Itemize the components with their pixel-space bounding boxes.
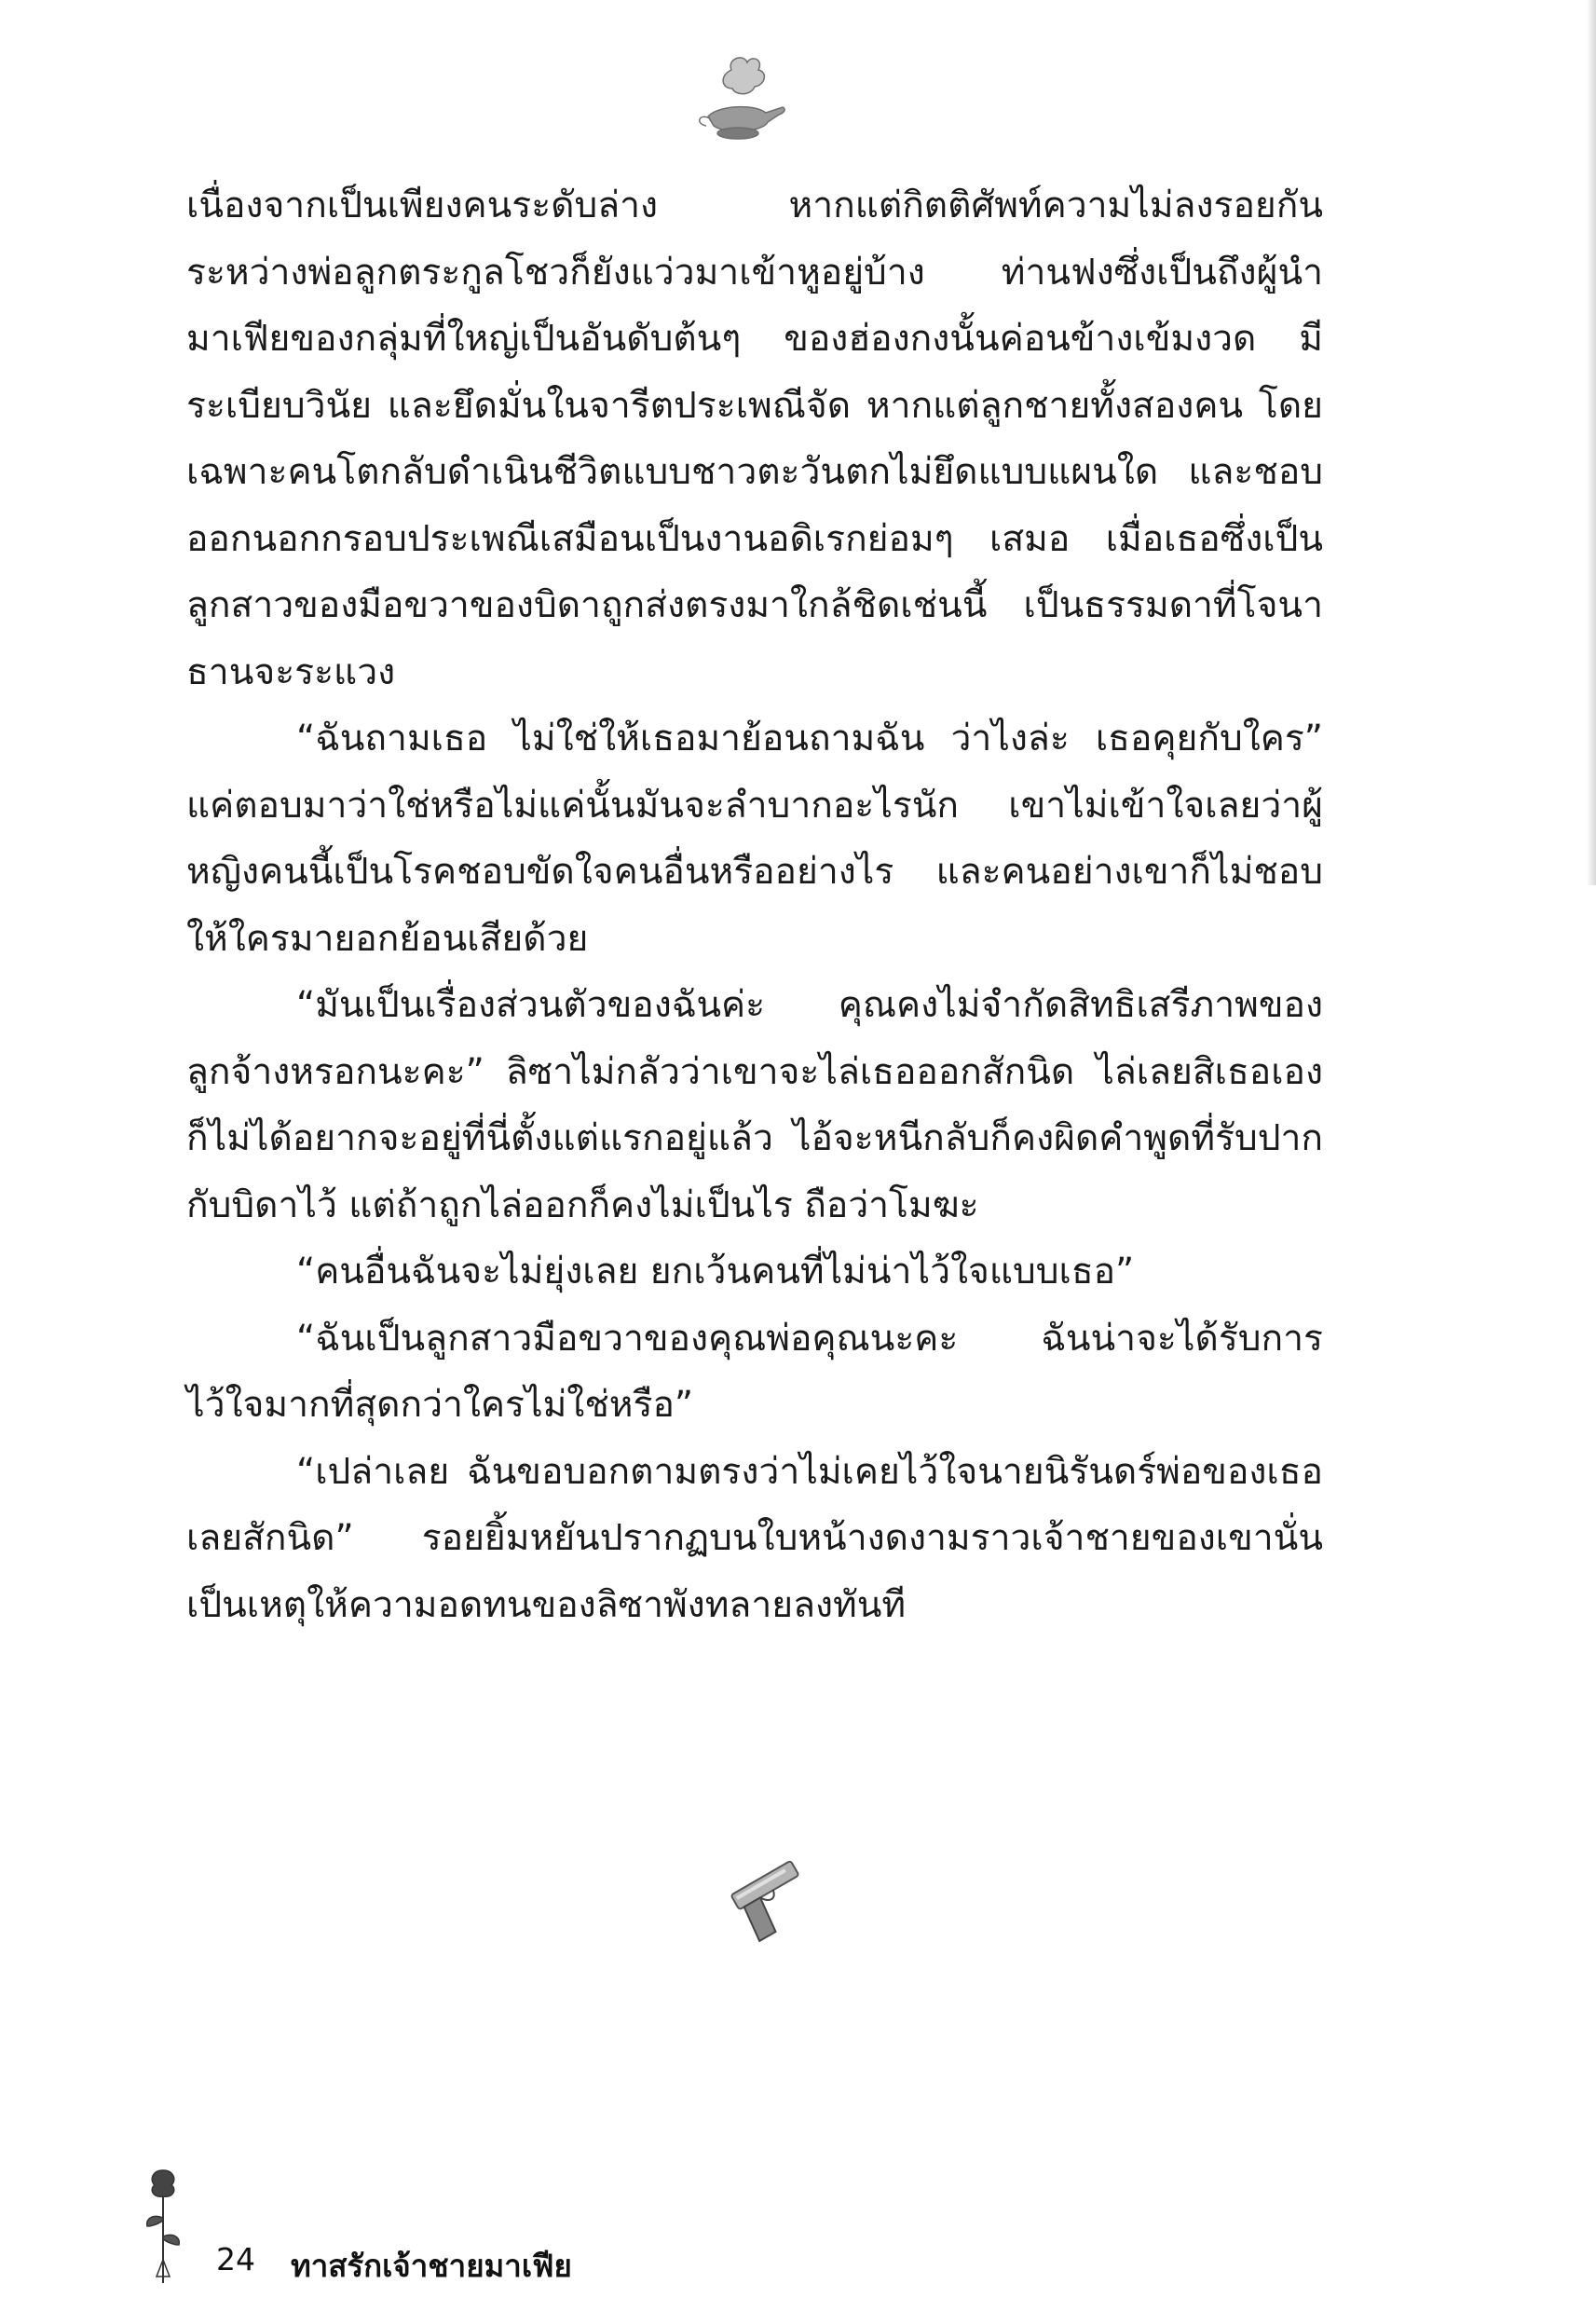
page-footer: [140, 2167, 699, 2288]
page-number: 24: [216, 2241, 255, 2277]
paragraph: “ฉันถามเธอ ไม่ใช่ให้เธอมาย้อนถามฉัน ว่าไงล่ะ เธอคุยกับใคร” แค่ตอบมาว่าใช่หรือไม่แค่นั้นมันจะลำบากอะไรนัก เขาไม่เข้าใจเลยว่าผู้หญิงคนนี้เป็นโรคชอบขัดใจคนอื่นหรืออย่างไร และคนอย่างเขาก็ไม่ชอบให้ใครมายอกย้อนเสียด้วย: [186, 718, 1323, 960]
book-title: ทาสรักเจ้าชายมาเฟีย: [291, 2248, 572, 2284]
paragraph: เนื่องจากเป็นเพียงคนระดับล่าง หากแต่กิตติศัพท์ความไม่ลงรอยกันระหว่างพ่อลูกตระกูลโชวก็ยังแว่วมาเข้าหูอยู่บ้าง ท่านฟงซึ่งเป็นถึงผู้นำมาเฟียของกลุ่มที่ใหญ่เป็นอันดับต้นๆ ของฮ่องกงนั้นค่อนข้างเข้มงวด มีระเบียบวินัย และยึดมั่นในจารีตประเพณีจัด หากแต่ลูกชายทั้งสองคน โดยเฉพาะคนโตกลับดำเนินชีวิตแบบชาวตะวันตกไม่ยึดแบบแผนใด และชอบออกนอกกรอบประเพณีเสมือนเป็นงานอดิเรกย่อมๆ เสมอ เมื่อเธอซึ่งเป็นลูกสาวของมือขวาของบิดาถูกส่งตรงมาใกล้ชิดเช่นนี้ เป็นธรรมดาที่โจนาธานจะระแวง: [186, 185, 1323, 693]
pistol-icon: [717, 1840, 820, 1943]
paragraph: “คนอื่นฉันจะไม่ยุ่งเลย ยกเว้นคนที่ไม่น่าไว้ใจแบบเธอ”: [296, 1251, 1135, 1292]
paragraph: “เปล่าเลย ฉันขอบอกตามตรงว่าไม่เคยไว้ใจนายนิรันดร์พ่อของเธอเลยสักนิด” รอยยิ้มหยันปรากฏบนใบหน้างดงามราวเจ้าชายของเขานั่นเป็นเหตุให้ความอดทนของลิซาพังทลายลงทันที: [186, 1450, 1323, 1626]
paragraph: “มันเป็นเรื่องส่วนตัวของฉันค่ะ คุณคงไม่จำกัดสิทธิเสรีภาพของลูกจ้างหรอกนะคะ” ลิซาไม่กลัวว่าเขาจะไล่เธอออกสักนิด ไล่เลยสิเธอเองก็ไม่ได้อยากจะอยู่ที่นี่ตั้งแต่แรกอยู่แล้ว ไอ้จะหนีกลับก็คงผิดคำพูดที่รับปากกับบิดาไว้ แต่ถ้าถูกไล่ออกก็คงไม่เป็นไร ถือว่าโมฆะ: [186, 984, 1323, 1226]
paragraph: “ฉันเป็นลูกสาวมือขวาของคุณพ่อคุณนะคะ ฉันน่าจะได้รับการไว้ใจมากที่สุดกว่าใครไม่ใช่หรือ”: [186, 1317, 1323, 1426]
chapter-body-text: [186, 172, 1323, 1638]
magic-lamp-icon: [689, 51, 792, 154]
rose-icon: [140, 2167, 186, 2288]
page-edge-shadow: [1587, 0, 1596, 885]
